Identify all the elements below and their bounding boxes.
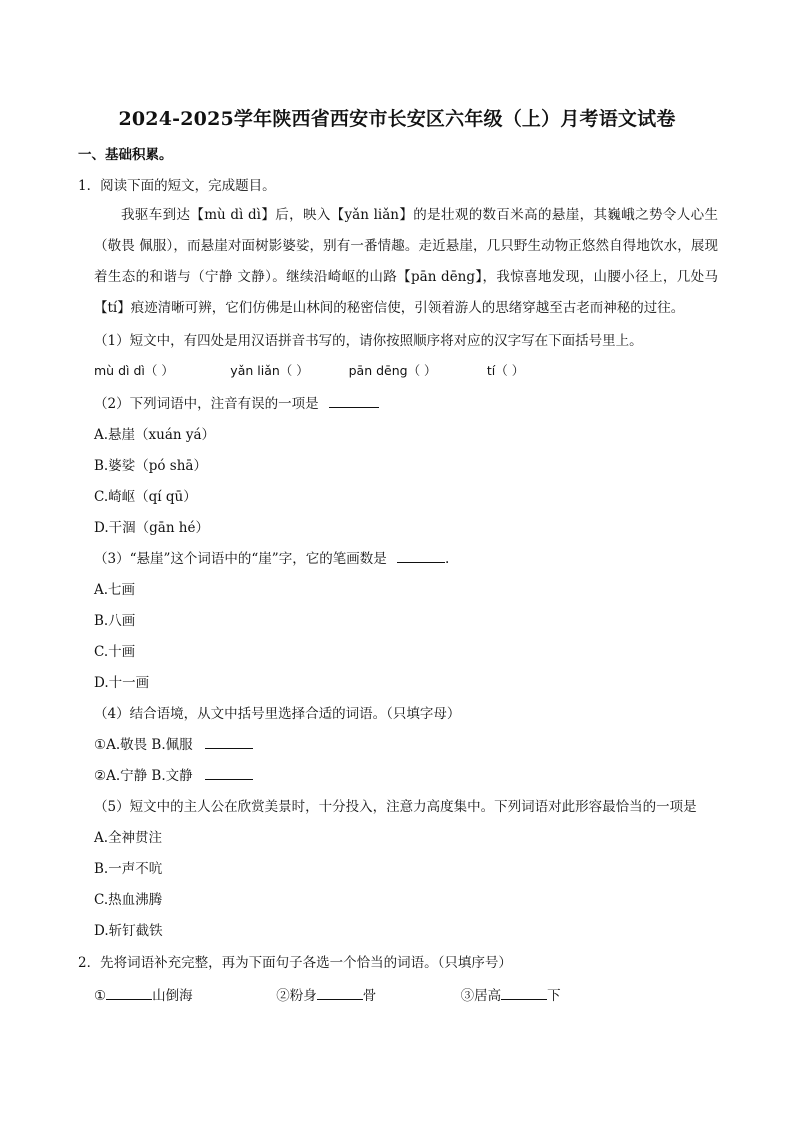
idiom-suffix: 下 [547, 988, 561, 1004]
pinyin-item[interactable]: mù dì dì（ ） [94, 363, 174, 378]
idiom-prefix: ②粉身 [276, 988, 317, 1004]
sub-question-2-stem [94, 395, 379, 413]
section-heading: 一、基础积累。 [78, 147, 173, 163]
answer-blank[interactable] [329, 395, 379, 408]
sub-question-4-stem: （4）结合语境，从文中括号里选择合适的词语。（只填字母） [94, 706, 461, 722]
answer-blank[interactable] [106, 987, 152, 1000]
idiom-prefix: ① [94, 988, 107, 1004]
sub-question-5-stem: （5）短文中的主人公在欣赏美景时，十分投入，注意力高度集中。下列词语对此形容最恰当的一项是 [94, 799, 697, 815]
option-b[interactable]: B.八画 [94, 613, 136, 629]
idiom-prefix: ③居高 [460, 988, 502, 1004]
pinyin-item[interactable]: tí（ ） [486, 363, 525, 378]
idiom-fill-item [94, 987, 272, 1005]
pinyin-answer-row [94, 362, 524, 380]
idiom-fill-item [276, 987, 456, 1005]
exam-title: 2024-2025学年陕西省西安市长安区六年级（上）月考语文试卷 [118, 108, 676, 130]
option-c[interactable]: C.热血沸腾 [94, 892, 163, 908]
sub-question-3-stem [94, 550, 449, 568]
answer-blank[interactable] [317, 987, 363, 1000]
option-b[interactable]: B.一声不吭 [94, 861, 163, 877]
sub-question-1-stem: （1）短文中，有四处是用汉语拼音书写的，请你按照顺序将对应的汉字写在下面括号里上。 [94, 333, 643, 349]
choice-item [94, 736, 253, 754]
pinyin-item[interactable]: yǎn liǎn（ ） [230, 363, 309, 378]
idiom-suffix: 山倒海 [152, 988, 193, 1004]
sub-question-3-text: （3）“悬崖”这个词语中的“崖”字，它的笔画数是 [94, 551, 387, 567]
option-d[interactable]: D.十一画 [94, 675, 150, 691]
option-d[interactable]: D.干涸（gān hé） [94, 520, 209, 536]
idiom-fill-item [461, 987, 561, 1005]
option-a[interactable]: A.悬崖（xuán yá） [94, 427, 216, 443]
choice-item-text: ②A.宁静 B.文静 [94, 768, 193, 784]
choice-item-text: ①A.敬畏 B.佩服 [94, 737, 193, 753]
option-c[interactable]: C.十画 [94, 644, 136, 660]
option-b[interactable]: B.婆娑（pó shā） [94, 458, 207, 474]
sub-question-2-text: （2）下列词语中，注音有误的一项是 [94, 396, 319, 412]
choice-item [94, 767, 253, 785]
question-1-stem: 1．阅读下面的短文，完成题目。 [78, 178, 276, 194]
pinyin-item[interactable]: pān dēng（ ） [348, 363, 437, 378]
answer-blank[interactable] [397, 550, 445, 563]
option-a[interactable]: A.全神贯注 [94, 830, 163, 846]
idiom-suffix: 骨 [362, 988, 377, 1004]
answer-blank[interactable] [205, 736, 253, 749]
option-d[interactable]: D.斩钉截铁 [94, 923, 163, 939]
option-c[interactable]: C.崎岖（qí qū） [94, 489, 197, 505]
reading-passage: 我驱车到达【mù dì dì】后，映入【yǎn liǎn】的是壮观的数百米高的悬崖，其巍峨之势令人心生（敬畏 佩服），而悬崖对面树影婆娑，别有一番情趣。走近悬崖，几只野生动物正悠然自得地饮水，展现着生态的和谐与（宁静 文静）。继续沿崎岖的山路【pān dēng】，我惊喜地发现，山腰小径上，几处马【tí】痕迹清晰可辨，它们仿佛是山林间的秘密信使，引领着游人的思绪穿越至古老而神秘的过往。 [94, 207, 718, 316]
question-2-stem: 2．先将词语补充完整，再为下面句子各选一个恰当的词语。（只填序号） [78, 955, 512, 971]
answer-blank[interactable] [501, 987, 547, 1000]
sub-question-3-end: . [445, 551, 450, 567]
answer-blank[interactable] [205, 767, 253, 780]
fill-in-row [94, 987, 561, 1005]
option-a[interactable]: A.七画 [94, 582, 136, 598]
